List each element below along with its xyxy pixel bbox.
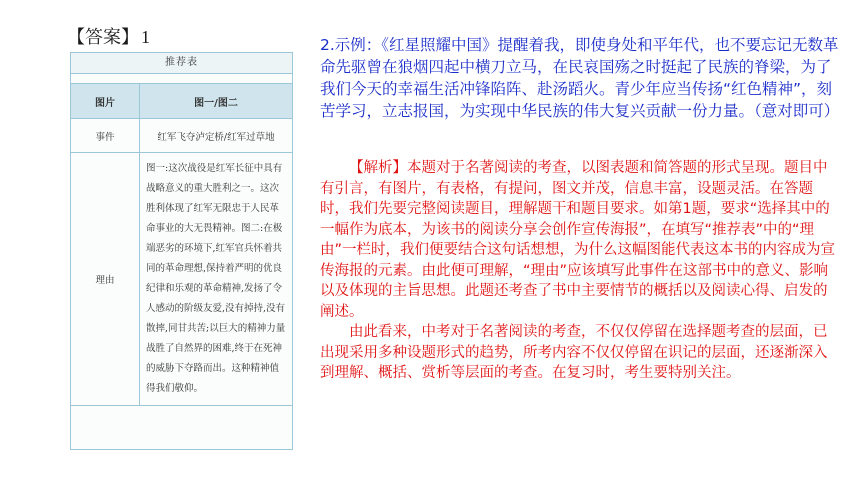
answer-heading <box>67 23 150 49</box>
recommendation-table-card <box>70 52 293 450</box>
header-picture: 图片 <box>71 84 140 119</box>
analysis-paragraph-1: 【解析】本题对于名著阅读的考查，以图表题和简答题的形式呈现。题目中有引言，有图片，有表格，有提问，图文并茂，信息丰富，设题灵活。在答题时，我们先要完整阅读题目，理解题干和题目要求。如第1题，要求“选择其中的一幅作为底本，为该书的阅读分享会创作宣传海报”，在填写“推荐表”中的“理由”一栏时，我们便要结合这句话想想，为什么这幅图能代表这本书的内容成为宣传海报的元素。由此便可理解，“理由”应该填写此事件在这部书中的意义、影响以及体现的主旨思想。此题还考查了书中主要情节的概括以及阅读心得、启发的阐述。 <box>320 160 836 320</box>
row-value-reason: 图一:这次战役是红军长征中具有战略意义的重大胜利之一。这次胜利体现了红军无限忠于人民革命事业的大无畏精神。图二:在极端恶劣的环境下,红军官兵怀着共同的革命理想,保持着严明的优良纪律和乐观的革命精神,发扬了令人感动的阶级友爱,没有掉持,没有散摔,同甘共苦;以巨大的精神力量战胜了自然界的困难,终于在死神的威胁下夺路而出。这种精神值得我们敬仰。 <box>140 153 293 406</box>
analysis-paragraph-2: 由此看来，中考对于名著阅读的考查，不仅仅停留在选择题考查的层面，已出现采用多种设题形式的趋势，所考内容不仅仅停留在识记的层面，还逐渐深入到理解、概括、赏析等层面的考查。在复习时，考生要特别关注。 <box>320 324 828 381</box>
row-value-event: 红军飞夺泸定桥/红军过草地 <box>140 119 293 153</box>
header-picture-choice: 图一/图二 <box>140 84 293 119</box>
answer-label: 【答案】 <box>67 27 139 48</box>
table-row <box>71 119 292 153</box>
answer-number: 1 <box>141 27 150 47</box>
row-label-reason: 理由 <box>71 153 140 406</box>
table-header-row <box>71 84 292 119</box>
table-row <box>71 153 292 406</box>
table-title: 推荐表 <box>71 53 292 74</box>
answer-2-text: 2.示例：《红星照耀中国》提醒着我，即使身处和平年代，也不要忘记无数革命先驱曾在狼烟四起中横刀立马，在民哀国殇之时挺起了民族的脊梁，为了我们今天的幸福生活冲锋陷阵、赴汤蹈火。青少年应当传扬“红色精神”，刻苦学习，立志报国，为实现中华民族的伟大复兴贡献一份力量。（意对即可） <box>320 36 840 120</box>
analysis-section <box>320 158 840 384</box>
row-label-event: 事件 <box>71 119 140 153</box>
recommendation-table <box>71 83 292 406</box>
